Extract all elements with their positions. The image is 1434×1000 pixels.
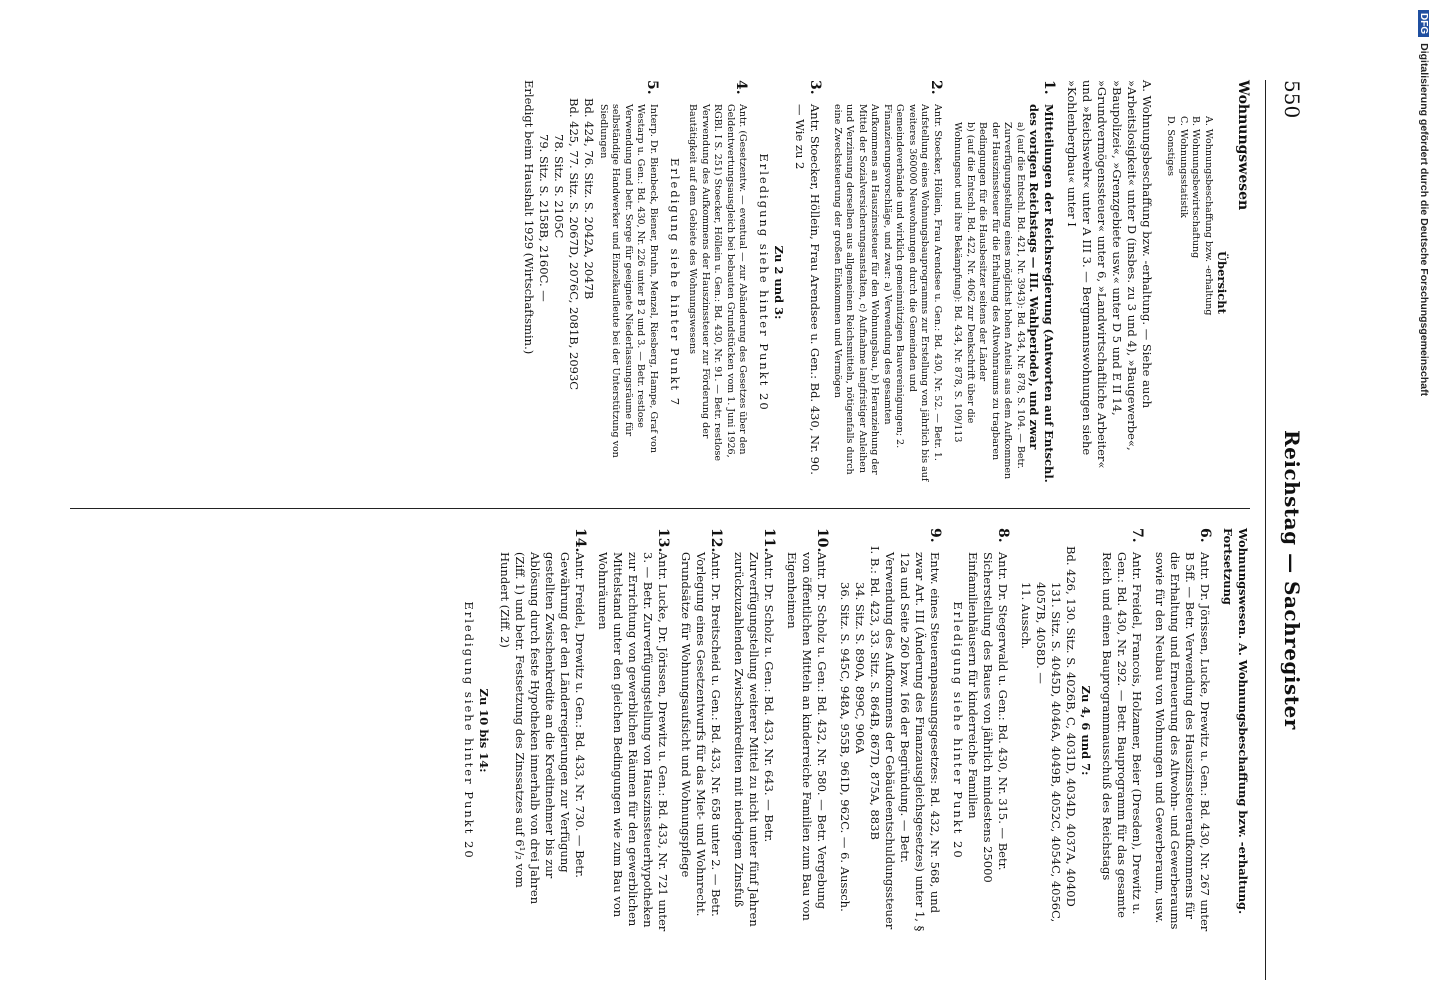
entry-number: 7. <box>1129 528 1145 543</box>
running-title: Reichstag — Sachregister <box>1280 430 1304 730</box>
entry-number: 8. <box>995 528 1011 543</box>
erledigung-note: Erledigung siehe hinter Punkt 20 <box>462 601 476 860</box>
reference-list <box>1018 528 1078 933</box>
entry-8 <box>965 528 1010 933</box>
entry-text: Antr. Dr. Breitscheid u. Gen.: Bd. 433, Nr. 658 unter 2. — Betr. Vorlegung eines Gesetzentwurfs für das Miet- und Wohnrecht. Grundsätze für Wohnungsaufsicht und Wohnungspflege <box>679 552 723 917</box>
overview-item: A. Wohnungsbeschaffung bzw. -erhaltung <box>1203 116 1214 316</box>
entry-4 <box>686 80 749 485</box>
reference-line: I. B.: Bd. 423, 33. Sitz. S. 864B, 867D, 875A, 883B <box>868 546 882 840</box>
erledigung-note: Erledigung siehe hinter Punkt 20 <box>757 153 772 412</box>
entry-text: Entw. eines Steueranpassungsgesetzes: Bd. 432, Nr. 568, und zwar Art. III (Änderung des Finanzausgleichsgesetzes) unter 1, § 12a und Seite 260 bzw. 166 der Begründung. — Betr. Verwendung des Aufkommens der Gebäudeentschuldungssteuer <box>883 552 942 932</box>
entry-number: 3. <box>807 80 824 95</box>
header-rule <box>1265 80 1266 980</box>
overview-item: C. Wohnungsstatistik <box>1178 116 1189 218</box>
entry-number: 13. <box>655 528 671 553</box>
entry-text: Antr. Dr. Scholz u. Gen.: Bd. 432, Nr. 580. — Betr. Vergebung von öffentlichen Mitteln an kinderreiche Familien zum Bau von Eigenheimen <box>785 552 829 921</box>
reference-line: Bd. 426, 130. Sitz. S. 4026B, C, 4031D, 4034D, 4037A, 4040D <box>1064 546 1078 907</box>
entry-number: 14. <box>572 528 588 553</box>
reference-list <box>537 80 597 485</box>
continued-heading: Wohnungswesen. A. Wohnungsbeschaffung bzw. -erhaltung. Fortsetzung <box>1221 528 1250 915</box>
entry-11 <box>731 528 776 933</box>
erledigung-note: Erledigung siehe hinter Punkt 20 <box>951 601 965 860</box>
entry-number: 10. <box>814 528 830 553</box>
dfg-logo: DFG <box>1418 10 1429 37</box>
entry-9 <box>882 528 942 933</box>
erledigung-note: Erledigung siehe hinter Punkt 7 <box>668 157 682 408</box>
scanned-page <box>70 80 1310 980</box>
entry-3 <box>793 80 823 485</box>
overview-item: B. Wohnungsbewirtschaftung <box>1190 116 1202 259</box>
group-label: Zu 10 bis 14: <box>477 688 491 773</box>
reference-line: 131. Sitz. S. 4045D, 4046A, 4049B, 4052C, 4054C, 4056C, 4057B, 4058D. — <box>1034 582 1063 923</box>
entry-1 <box>951 80 1056 485</box>
reference-line: 34. Sitz. S. 890A, 899C, 906A <box>853 582 867 754</box>
erledigt-note: Erledigt beim Haushalt 1929 (Wirtschaftsmin.) <box>522 80 537 355</box>
entry-number: 6. <box>1197 528 1213 543</box>
dfg-credit <box>1418 10 1430 990</box>
entry-number: 9. <box>927 528 943 543</box>
dfg-sidebar <box>1410 10 1430 990</box>
entry-number: 11. <box>761 528 777 553</box>
entry-text: Antr. Dr. Stegerwald u. Gen.: Bd. 430, Nr. 315. — Betr. Sicherstellung des Baues von jährlich mindestens 25000 Einfamilienhäusern für kinderreiche Familien <box>966 552 1010 883</box>
entry-text: Interp. Dr. Bienbeck, Biener, Bruhn, Menzel, Riesberg, Hampe, Graf von Westarp u. Gen.: Bd. 430, Nr. 226 unter B 2 und 3. — Betr. restlose Verwendung und betr. Sorge für geeignete Niederlassungsräume für selbständige Handwerker und Einzelkaufleute bei der Unterstützung von Siedlungen <box>598 104 659 458</box>
entry-text: Antr. Lucke, Dr. Jörissen, Drewitz u. Gen.: Bd. 433, Nr. 721 unter 3. — Betr. Zurverfügungstellung von Hauszinssteuerhypotheken zur Errichtung von gewerblichen Räumen für den gewerblichen Mittelstand unter den gleichen Bedingungen wie zum Bau von Wohnräumen <box>596 552 670 932</box>
entry-text: Antr. Freidel, Drewitz u. Gen.: Bd. 433, Nr. 730. — Betr. Gewährung der den Länderregierungen zur Verfügung gestellten Zwischenkredite an die Kreditnehmer bis zur Ablösung durch feste Hypotheken innerhalb von drei Jahren (Ziff. 1) und betr. Festsetzung des Zinssatzes auf 6¹/₂ vom Hundert (Ziff. 2) <box>498 552 587 905</box>
entry-text: Antr. (Gesetzentw. — eventual — zur Abänderung des Gesetzes über den Geldentwertungsausgleich bei bebauten Grundstücken vom 1. Juni 1926, RGBl. I S. 251) Stoecker, Höllein u. Gen.: Bd. 430, Nr. 91. — Betr. restlose Verwendung des Aufkommens der Hauszinssteuer zur Förderung der Bautätigkeit auf dem Gebiete des Wohnungswesens <box>687 104 749 461</box>
reference-line: Bd. 425, 77. Sitz. S. 2067D, 2076C, 2081B, 2093C <box>567 98 582 391</box>
entry-text: Antr. Dr. Scholz u. Gen.: Bd. 433, Nr. 643. — Betr. Zurverfügungstellung weiterer Mittel zu nicht unter fünf Jahren zurückzuzahlenden Zwischenkrediten mit niedrigem Zinsfuß <box>732 552 776 927</box>
left-column <box>522 80 1251 485</box>
reference-line: 78. Sitz. S. 2105C <box>552 134 567 239</box>
entry-13 <box>595 528 670 933</box>
entry-10 <box>784 528 829 933</box>
reference-line: 36. Sitz. S. 945C, 948A, 955B, 961D, 962C. — 6. Aussch. <box>838 582 852 912</box>
entry-number: 5. <box>644 80 660 95</box>
column-divider <box>70 508 1250 509</box>
reference-list <box>837 528 882 933</box>
entry-text: Antr. Dr. Jörissen, Lucke, Drewitz u. Gen.: Bd. 430, Nr. 267 unter B 5ff. — Betr. Verwendung des Hauszinssteueraufkommens für die Erhaltung und Erneuerung des Altwohn- und Gewerberaums sowie für den Neubau von Wohnungen und Gewerberaum, usw. <box>1153 552 1212 932</box>
entry-12 <box>678 528 723 933</box>
reference-line: 79. Sitz. S. 2158B, 2160C. — <box>537 134 552 302</box>
right-column <box>461 528 1250 933</box>
page-header <box>1270 80 1310 980</box>
group-label: Zu 2 und 3: <box>772 245 787 320</box>
dfg-credit-text: Digitalisierung gefördert durch die Deutsche Forschungsgemeinschaft <box>1418 43 1430 397</box>
group-label: Zu 4, 6 und 7: <box>1079 685 1093 776</box>
entry-sub-a: a) (auf die Entschl. Bd. 421, Nr. 3943): Bd. 434, Nr. 878, S. 104. — Betr. Zurverfügungstellung eines möglichst hohen Anteils aus dem Aufkommen der Hauszinssteuer für die Erhaltung des Altwohnraums zu tragbaren Bedingungen für die Hausbesitzer seitens der Länder <box>977 122 1026 480</box>
entry-number: 1. <box>1041 80 1057 95</box>
entry-7 <box>1099 528 1144 933</box>
entry-number: 2. <box>928 80 944 95</box>
entry-14 <box>497 528 587 933</box>
entry-text: Antr. Stoecker, Höllein, Frau Arendsee u. Gen.: Bd. 430, Nr. 90. — Wie zu 2 <box>793 104 823 475</box>
entry-number: 4. <box>733 80 750 95</box>
entry-text: Antr. Stoecker, Höllein, Frau Arendsee u. Gen.: Bd. 430, Nr. 52. — Betr. 1. Aufstellung eines Wohnungsbauprogramms zur Erstellung von jährlich bis auf weiteres 360000 Neuwohnungen durch die Gemeinden und Gemeindeverbände und wirklich gemeinnützigen Bauvereinigungen; 2. Finanzierungsvorschläge, und zwar: a) Verwendung des gesamten Aufkommens an Hauszinssteuer für den Wohnungsbau, b) Heranziehung der Mittel der Sozialversicherungsanstalten, c) Aufnahme langfristiger Anleihen und Verzinsung derselben aus allgemeinen Reichsmitteln, nötigenfalls durch eine Zwecksteuerung der großen Einkommen und Vermögen <box>832 104 943 482</box>
entry-sub-b: b) (auf die Entschl. Bd. 422, Nr. 4062 zur Denkschrift über die Wohnungsnot und ihre Bekämpfung): Bd. 434, Nr. 878, S. 109/113 <box>952 122 976 443</box>
overview-list <box>1164 80 1214 485</box>
entry-6 <box>1152 528 1212 933</box>
section-a-intro: A. Wohnungsbeschaffung bzw. -erhaltung. — Siehe auch »Arbeitslosigkeit« unter D (insbes. zu 3 und 4), »Baugewerbe«, »Baupolizei«, »Grenzgebiete usw.« unter D 5 und E II 14, »Grundvermögenssteuer« unter 6, »Landwirtschaftliche Arbeiter« und »Reichswehr« unter A III 3. — Bergmannswohnungen siehe »Kohlenbergbau« unter I <box>1065 80 1154 469</box>
reference-line: 11. Aussch. <box>1019 582 1033 649</box>
section-heading: Wohnungswesen <box>1235 80 1251 211</box>
entry-2 <box>831 80 944 485</box>
entry-5 <box>597 80 660 485</box>
overview-title: Übersicht <box>1215 251 1229 314</box>
overview-item: D. Sonstiges <box>1165 116 1177 176</box>
entry-text: Antr. Freidel, Francois, Holzamer, Beier (Dresden), Drewitz u. Gen.: Bd. 430, Nr. 292. — Betr. Bauprogramm für das gesamte Reich und einen Bauprogrammausschuß des Reichstags <box>1100 552 1144 918</box>
page-number: 550 <box>1280 80 1304 119</box>
reference-line: Bd. 424, 76. Sitz. S. 2042A, 2047B <box>582 98 597 300</box>
entry-number: 12. <box>708 528 724 553</box>
entry-text: Mitteilungen der Reichsregierung (Antworten auf Entschl. des vorigen Reichstags — III. Wahlperiode), und zwar <box>1027 104 1056 483</box>
